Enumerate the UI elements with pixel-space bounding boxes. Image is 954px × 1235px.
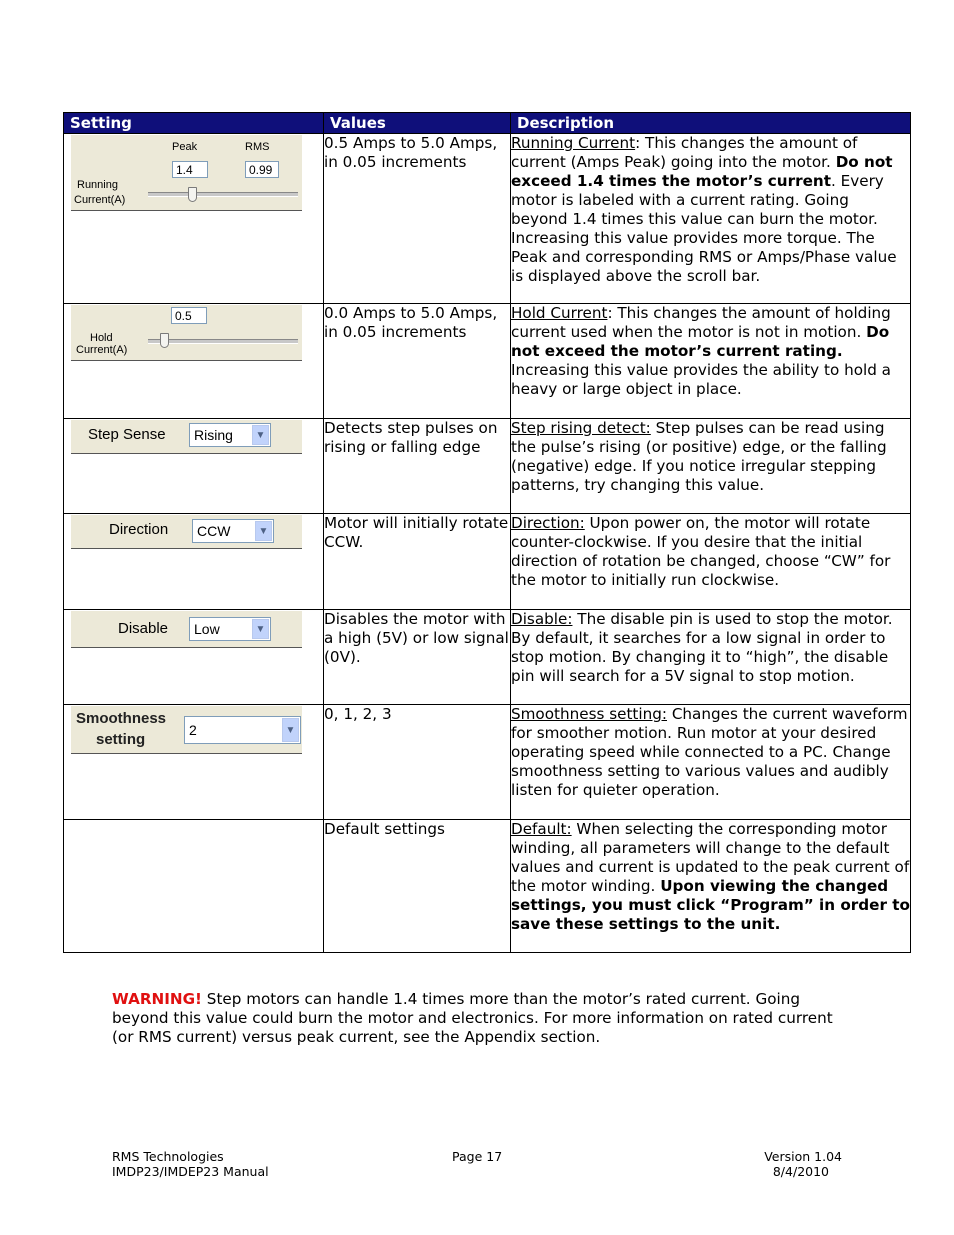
step-sense-select[interactable]	[189, 423, 271, 447]
header-description: Description	[511, 113, 911, 134]
table-row	[64, 304, 911, 419]
term: Hold Current	[511, 304, 608, 322]
disable-select[interactable]	[189, 617, 271, 641]
footer-left	[112, 1149, 269, 1179]
warning-paragraph	[112, 990, 852, 1047]
footer-manual: IMDP23/IMDEP23 Manual	[112, 1164, 269, 1179]
term: Step rising detect:	[511, 419, 651, 437]
setting-cell	[64, 820, 324, 953]
settings-table	[63, 112, 911, 953]
step-sense-control	[71, 420, 302, 454]
values-cell: Motor will initially rotate CCW.	[324, 514, 511, 610]
description-cell	[511, 514, 911, 610]
direction-select[interactable]	[192, 519, 274, 543]
peak-label: Peak	[172, 141, 198, 153]
desc-text: Upon power on, the motor will rotate counter-clockwise. If you desire that the initial direction of rotation be changed, choose “CW” for the motor to initially run clockwise.	[511, 514, 891, 589]
values-cell: 0, 1, 2, 3	[324, 705, 511, 820]
desc-text: : This changes the amount of holding current used when the motor is not in motion.	[511, 304, 891, 341]
values-cell: Detects step pulses on rising or falling edge	[324, 419, 511, 514]
warning-text: Step motors can handle 1.4 times more than the motor’s rated current. Going beyond this value could burn the motor and electronics. For more information on rated current (or RMS current) versus peak current, see the Appendix section.	[112, 990, 833, 1046]
slider-thumb-icon[interactable]	[188, 187, 197, 202]
direction-label: Direction	[109, 521, 169, 538]
setting-cell	[64, 304, 324, 419]
running-current-control	[71, 135, 302, 211]
smoothness-select[interactable]	[184, 716, 301, 744]
header-values: Values	[324, 113, 511, 134]
slider-thumb-icon[interactable]	[160, 333, 169, 348]
term: Running Current	[511, 134, 636, 152]
values-cell: 0.0 Amps to 5.0 Amps, in 0.05 increments	[324, 304, 511, 419]
setting-cell	[64, 134, 324, 304]
chevron-down-icon[interactable]: ▼	[252, 425, 269, 445]
selected-value: Low	[194, 621, 220, 637]
chevron-down-icon[interactable]: ▼	[282, 718, 299, 742]
values-cell: Default settings	[324, 820, 511, 953]
rms-label: RMS	[245, 141, 270, 153]
description-cell	[511, 134, 911, 304]
selected-value: Rising	[194, 427, 233, 443]
desc-text: Increasing this value provides the ability to hold a heavy or large object in place.	[511, 361, 891, 398]
running-current-slider-track[interactable]	[148, 192, 298, 197]
chevron-down-icon[interactable]: ▼	[252, 619, 269, 639]
values-cell: Disables the motor with a high (5V) or low signal (0V).	[324, 610, 511, 705]
footer-version: Version 1.04	[764, 1149, 842, 1164]
desc-bold: Do not exceed 1.4 times the motor’s current	[511, 153, 893, 190]
table-row	[64, 610, 911, 705]
desc-text: : This changes the amount of current (Amps Peak) going into the motor.	[511, 134, 858, 171]
hold-label: Hold	[90, 332, 113, 344]
desc-text: The disable pin is used to stop the motor. By default, it searches for a low signal in order to stop motion. By changing it to “high”, the disable pin will search for a 5V signal to stop motion.	[511, 610, 893, 685]
desc-text: Step pulses can be read using the pulse’s rising (or positive) edge, or the falling (negative) edge. If you notice irregular stepping patterns, try changing this value.	[511, 419, 887, 494]
description-cell	[511, 419, 911, 514]
table-row	[64, 820, 911, 953]
setting-cell	[64, 419, 324, 514]
desc-text: When selecting the corresponding motor winding, all parameters will change to the default values and current is updated to the peak current of the motor winding.	[511, 820, 910, 895]
values-cell: 0.5 Amps to 5.0 Amps, in 0.05 increments	[324, 134, 511, 304]
smoothness-control	[71, 706, 302, 754]
warning-label: WARNING!	[112, 990, 202, 1008]
desc-bold: Upon viewing the changed settings, you must click “Program” in order to save these settings to the unit.	[511, 877, 910, 933]
smoothness-label: Smoothness	[76, 710, 167, 727]
selected-value: 2	[189, 722, 197, 738]
running-label: Running	[77, 179, 118, 191]
step-sense-label: Step Sense	[88, 426, 166, 443]
peak-value-field[interactable]: 1.4	[172, 161, 208, 178]
disable-label: Disable	[118, 620, 169, 637]
footer-date: 8/4/2010	[772, 1164, 829, 1179]
table-row	[64, 419, 911, 514]
footer-page: Page 17	[452, 1149, 503, 1164]
rms-value-field[interactable]: 0.99	[245, 161, 279, 178]
table-row	[64, 134, 911, 304]
description-cell	[511, 705, 911, 820]
current-label: Current(A)	[76, 344, 128, 356]
table-row	[64, 705, 911, 820]
desc-bold: Do not exceed the motor’s current rating.	[511, 323, 890, 360]
term: Default:	[511, 820, 572, 838]
footer-company: RMS Technologies	[112, 1149, 224, 1164]
setting-cell	[64, 514, 324, 610]
hold-current-control	[71, 305, 302, 361]
setting-cell	[64, 610, 324, 705]
setting-label: setting	[96, 731, 146, 748]
description-cell	[511, 820, 911, 953]
term: Smoothness setting:	[511, 705, 667, 723]
term: Disable:	[511, 610, 573, 628]
direction-control	[71, 515, 302, 549]
table-row	[64, 514, 911, 610]
desc-text: . Every motor is labeled with a current rating. Going beyond 1.4 times this value can burn the motor. Increasing this value provides more torque. The Peak and corresponding RMS or Amps/Phase value is displayed above the scroll bar.	[511, 172, 897, 285]
current-label: Current(A)	[74, 194, 126, 206]
hold-current-slider-track[interactable]	[148, 339, 298, 344]
header-setting: Setting	[64, 113, 324, 134]
footer-right	[742, 1149, 842, 1179]
hold-value-field[interactable]: 0.5	[171, 307, 207, 324]
chevron-down-icon[interactable]: ▼	[255, 521, 272, 541]
description-cell	[511, 610, 911, 705]
selected-value: CCW	[197, 523, 231, 539]
disable-control	[71, 611, 302, 648]
term: Direction:	[511, 514, 585, 532]
description-cell	[511, 304, 911, 419]
desc-text: Changes the current waveform for smoother motion. Run motor at your desired operating speed while connected to a PC. Change smoothness setting to various values and audibly listen for quieter operation.	[511, 705, 908, 799]
setting-cell	[64, 705, 324, 820]
